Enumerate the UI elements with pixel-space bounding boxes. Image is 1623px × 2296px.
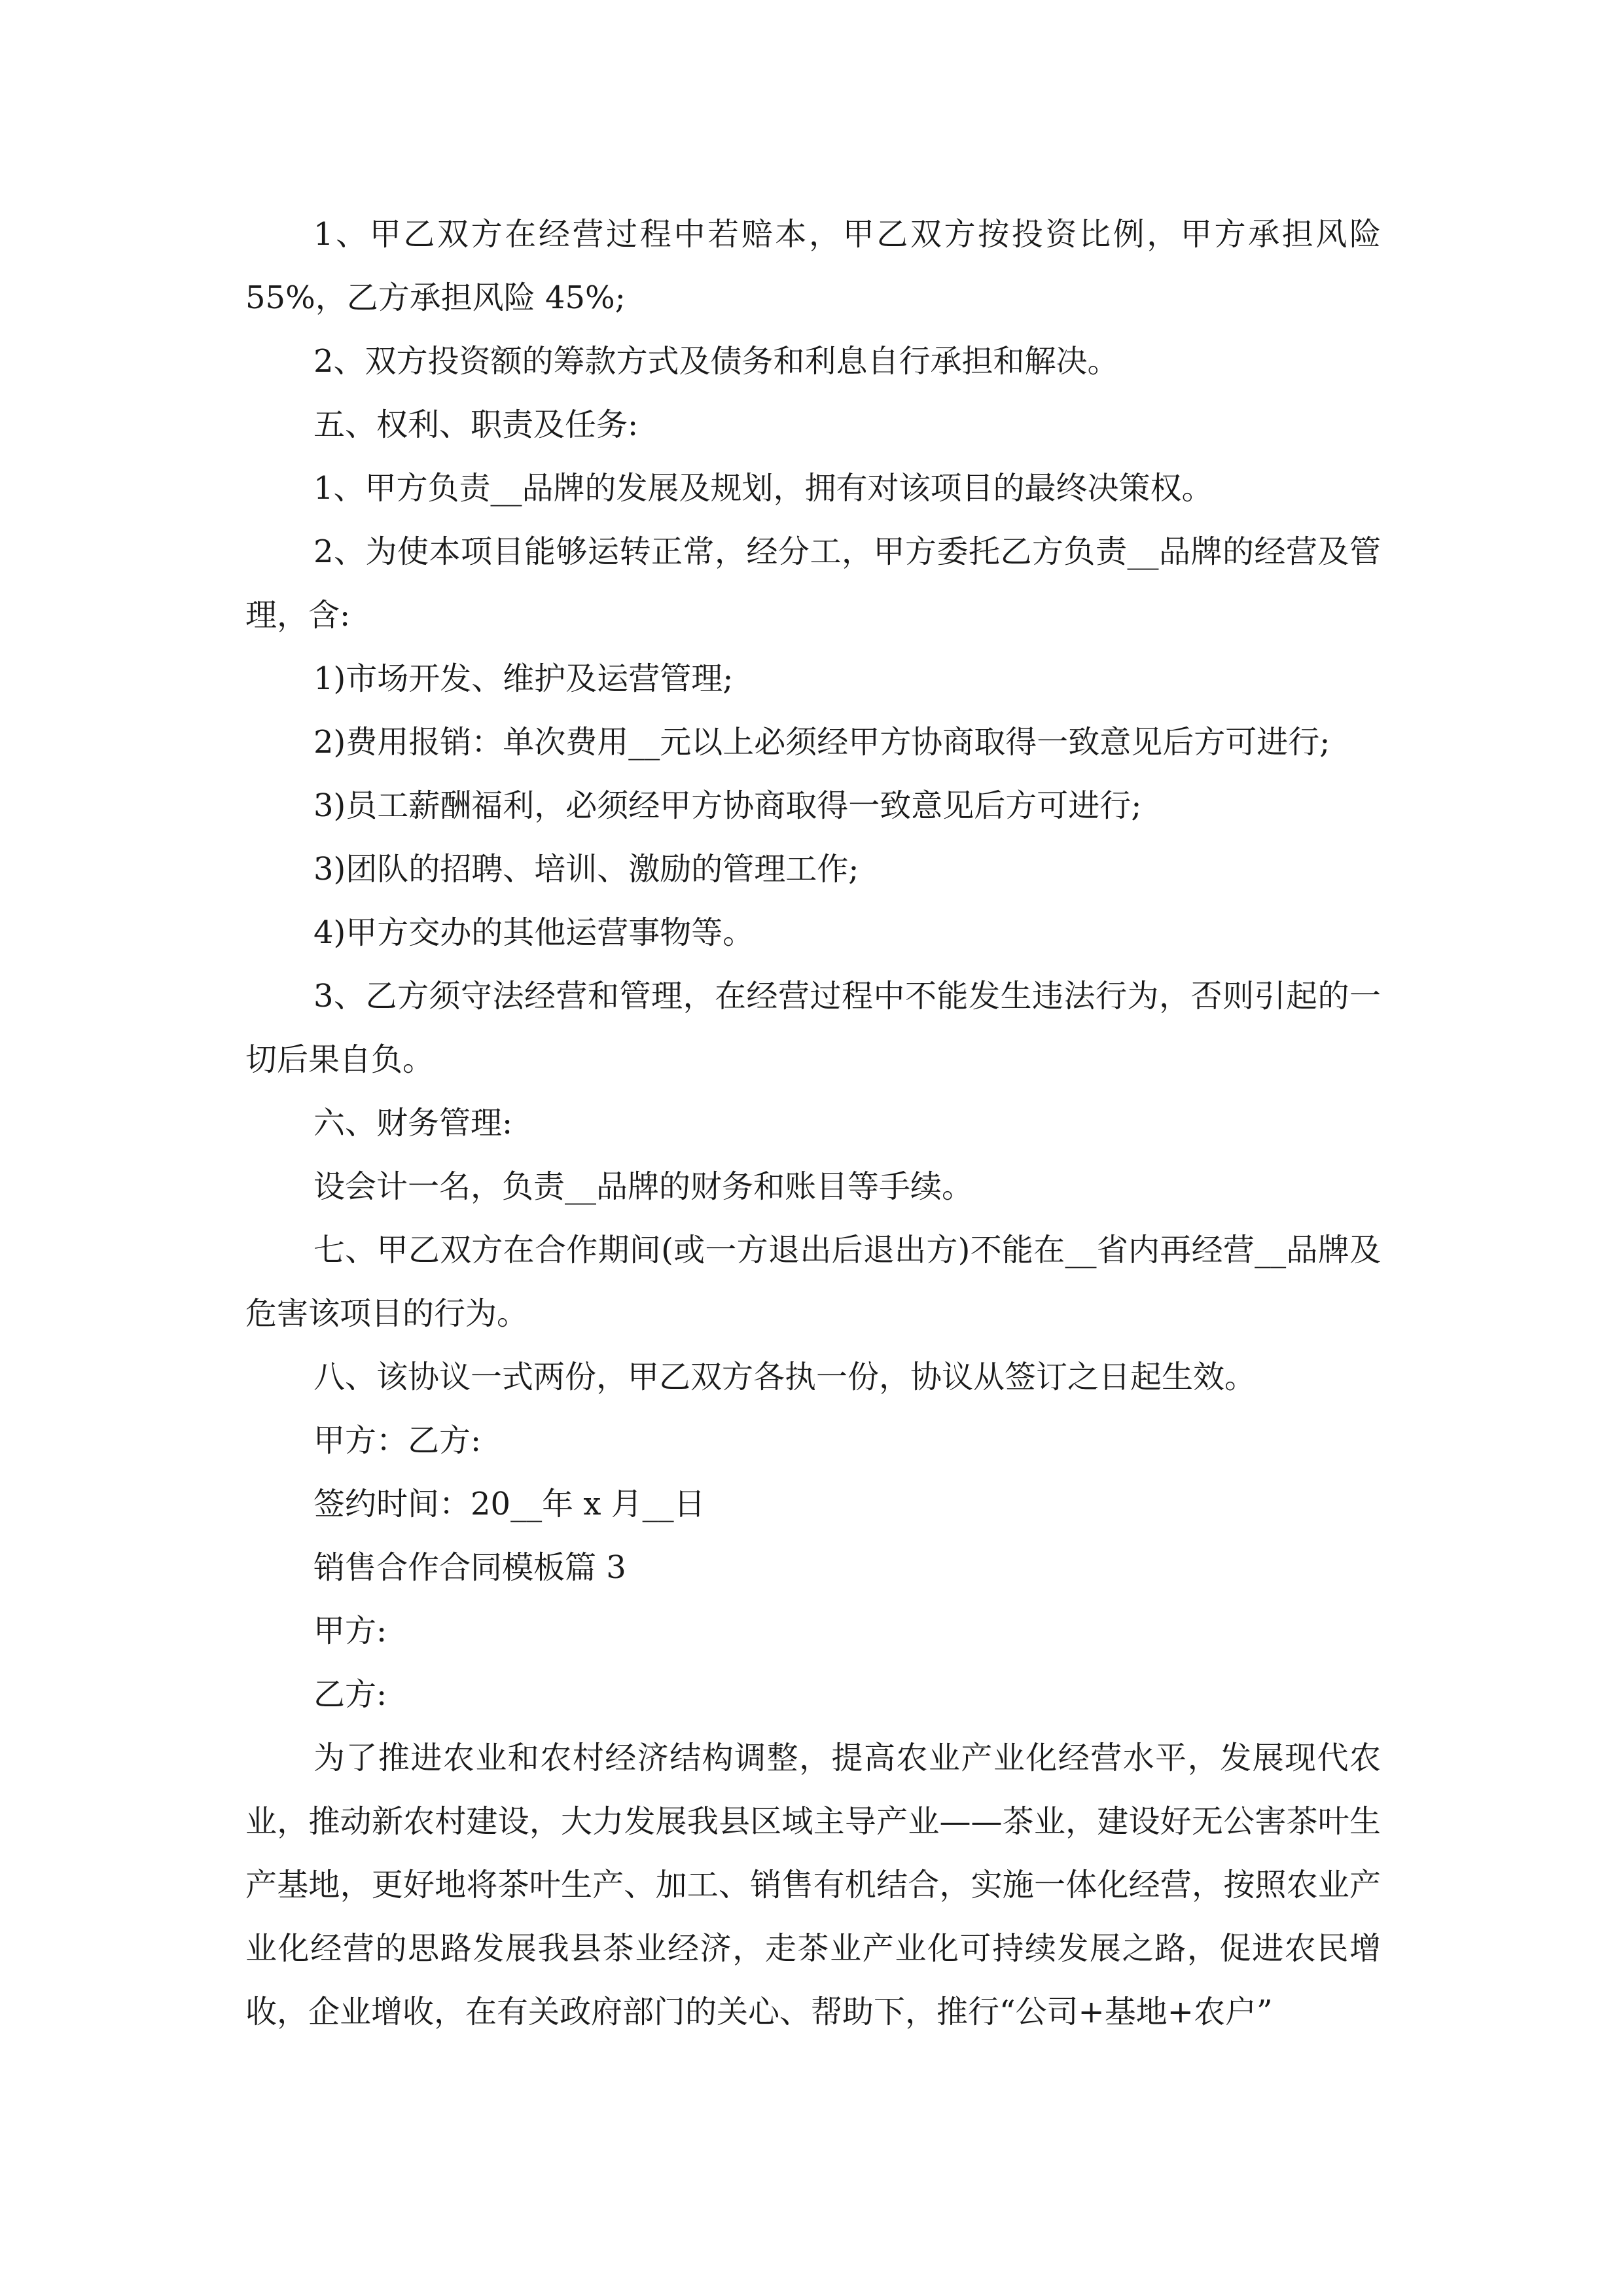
party-a-label: 甲方: xyxy=(313,1613,387,1649)
document-body xyxy=(245,203,1381,2044)
list-item-market: 1)市场开发、维护及运营管理; xyxy=(313,660,734,697)
section-heading-rights: 五、权利、职责及任务: xyxy=(313,406,639,443)
paragraph-agriculture-intro: 为了推进农业和农村经济结构调整，提高农业产业化经营水平，发展现代农业，推动新农村建设，大力发展我县区域主导产业——茶业，建设好无公害茶叶生产基地，更好地将茶叶生产、加工、销售有机结合，实施一体化经营，按照农业产业化经营的思路发展我县茶业经济，走茶业产业化可持续发展之路，促进农民增收，企业增收，在有关政府部门的关心、帮助下，推行“公司+基地+农户” xyxy=(245,1740,1381,2030)
paragraph-risk-sharing: 1、甲乙双方在经营过程中若赔本，甲乙双方按投资比例，甲方承担风险55%，乙方承担风险 45%; xyxy=(245,216,1381,316)
list-item-expense: 2)费用报销：单次费用__元以上必须经甲方协商取得一致意见后方可进行; xyxy=(313,724,1330,761)
paragraph-financing: 2、双方投资额的筹款方式及债务和利息自行承担和解决。 xyxy=(313,343,1119,380)
paragraph-accountant: 设会计一名，负责__品牌的财务和账目等手续。 xyxy=(313,1168,974,1205)
list-item-other: 4)甲方交办的其他运营事物等。 xyxy=(313,914,755,951)
paragraph-party-b-delegation: 2、为使本项目能够运转正常，经分工，甲方委托乙方负责__品牌的经营及管理，含: xyxy=(245,533,1381,634)
section-non-compete: 七、甲乙双方在合作期间(或一方退出后退出方)不能在__省内再经营__品牌及危害该项目的行为。 xyxy=(245,1232,1381,1332)
list-item-salary: 3)员工薪酬福利，必须经甲方协商取得一致意见后方可进行; xyxy=(313,787,1142,824)
list-item-team: 3)团队的招聘、培训、激励的管理工作; xyxy=(313,851,859,888)
paragraph-legal-compliance: 3、乙方须守法经营和管理，在经营过程中不能发生违法行为，否则引起的一切后果自负。 xyxy=(245,978,1381,1078)
signature-parties: 甲方：乙方: xyxy=(313,1422,482,1459)
party-b-label: 乙方: xyxy=(313,1676,387,1713)
paragraph-party-a-duty: 1、甲方负责__品牌的发展及规划，拥有对该项目的最终决策权。 xyxy=(313,470,1213,507)
section-heading-finance: 六、财务管理: xyxy=(313,1105,513,1141)
section-copies: 八、该协议一式两份，甲乙双方各执一份，协议从签订之日起生效。 xyxy=(313,1359,1257,1395)
template-title: 销售合作合同模板篇 3 xyxy=(313,1549,626,1586)
signature-date: 签约时间：20__年 x 月__日 xyxy=(313,1486,705,1522)
